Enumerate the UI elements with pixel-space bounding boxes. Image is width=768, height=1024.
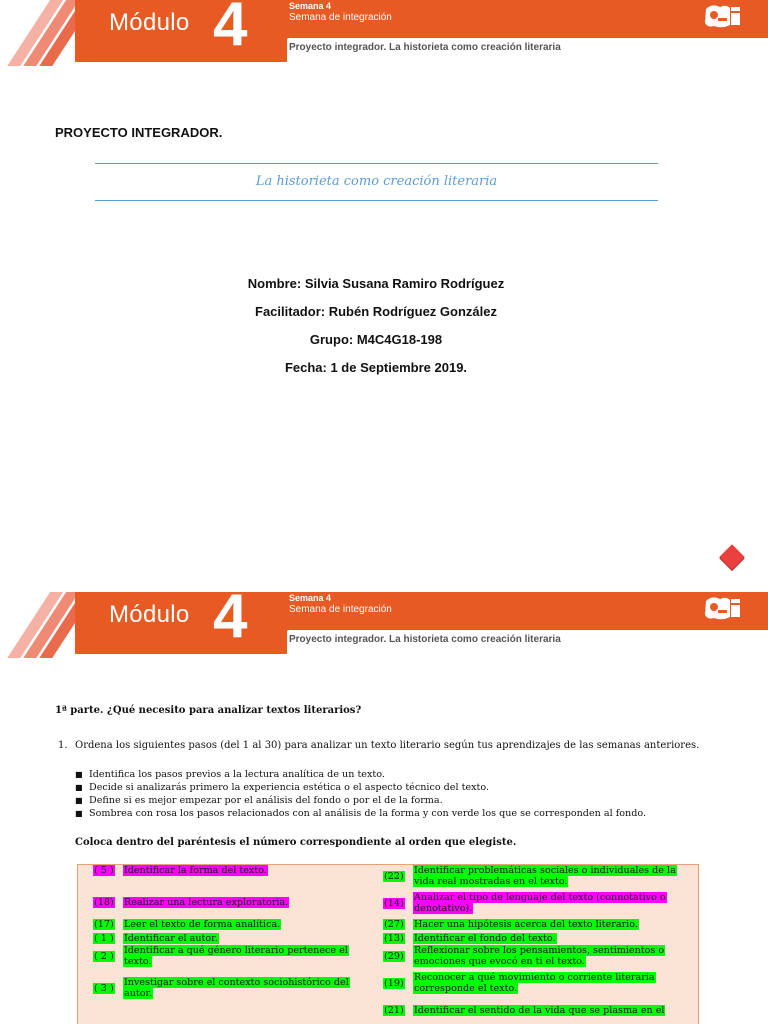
student-name: Nombre: Silvia Susana Ramiro Rodríguez: [247, 276, 505, 291]
step-text-line: denotativo).: [414, 903, 473, 914]
square-bullet-icon: ■: [75, 783, 83, 792]
document-page-2: [0, 592, 768, 1024]
step-text-line: Identificar el sentido de la vida que se plasma en el: [414, 1005, 665, 1016]
step-text-line: Identificar el autor.: [124, 933, 218, 944]
step-text-line: Analizar el tipo de lenguaje del texto (connotativo o: [414, 892, 666, 903]
step-order-number[interactable]: [93, 951, 123, 962]
instruction-bullets: [75, 768, 646, 820]
step-text-line: Leer el texto de forma analítica.: [124, 919, 281, 930]
step-row: [93, 865, 358, 876]
step-text: [123, 945, 349, 967]
step-text: [123, 919, 281, 930]
step-text: [413, 892, 667, 914]
prepa-en-linea-logo-icon: [700, 595, 742, 623]
step-row: [383, 919, 693, 930]
step-order-value: (13): [384, 933, 404, 944]
week-subtitle: Semana de integración: [289, 12, 392, 23]
step-text: [413, 945, 665, 967]
week-label: Semana 4: [289, 593, 332, 603]
step-order-number[interactable]: [383, 919, 413, 930]
question-1: [58, 740, 699, 751]
step-order-number[interactable]: [93, 933, 123, 944]
step-text: [413, 933, 557, 944]
step-text-line: autor.: [124, 988, 153, 999]
step-order-value: (14): [384, 897, 404, 909]
step-text: [123, 897, 289, 908]
bullet-item: [75, 794, 646, 807]
step-text-line: Realizar una lectura exploratoria.: [124, 897, 289, 908]
header-bar-lower: [75, 630, 287, 654]
page-header: [0, 0, 768, 66]
step-row: [93, 933, 358, 944]
week-label: Semana 4: [289, 1, 332, 11]
step-row: [383, 945, 693, 967]
project-title: Proyecto integrador. La historieta como creación literaria: [289, 634, 561, 645]
diamond-decoration-icon: [719, 544, 744, 569]
bullet-item: [75, 768, 646, 781]
step-row: [93, 945, 358, 967]
divider-top: [95, 163, 658, 164]
step-order-number[interactable]: [93, 865, 123, 876]
step-order-value: (29): [384, 950, 404, 962]
step-text-line: Reconocer a qué movimiento o corriente literaria: [414, 972, 655, 983]
module-label: Módulo: [109, 601, 190, 628]
step-text-line: Identificar a qué género literario pertenece el: [124, 945, 348, 956]
step-row: [93, 977, 358, 999]
step-order-value: (22): [384, 870, 404, 882]
step-order-value: ( 2 ): [94, 950, 114, 962]
bullet-text: Define si es mejor empezar por el análisis del fondo o por el de la forma.: [89, 795, 443, 806]
step-text: [413, 1005, 665, 1016]
step-row: [383, 972, 693, 994]
step-order-value: (18): [94, 897, 114, 908]
project-title: Proyecto integrador. La historieta como creación literaria: [289, 42, 561, 53]
prepa-en-linea-logo-icon: [700, 3, 742, 31]
step-text: [413, 972, 656, 994]
group-id: Grupo: M4C4G18-198: [309, 332, 443, 347]
header-notch: [270, 38, 288, 62]
step-text-line: Identificar problemáticas sociales o individuales de la: [414, 865, 676, 876]
module-number: 4: [213, 0, 248, 59]
bullet-text: Identifica los pasos previos a la lectura analítica de un texto.: [89, 769, 385, 780]
step-order-value: (27): [384, 919, 404, 930]
step-text-line: corresponde el texto.: [414, 983, 518, 994]
part-title: 1ª parte. ¿Qué necesito para analizar textos literarios?: [55, 705, 362, 716]
step-order-number[interactable]: [383, 871, 413, 882]
step-text: [123, 977, 350, 999]
page-header: [0, 592, 768, 658]
step-order-value: (21): [384, 1005, 404, 1016]
step-text: [123, 865, 268, 876]
module-number: 4: [213, 592, 248, 651]
module-label: Módulo: [109, 9, 190, 36]
question-text: Ordena los siguientes pasos (del 1 al 30) para analizar un texto literario según tus aprendizajes de las semanas anteriores.: [75, 740, 700, 751]
square-bullet-icon: ■: [75, 809, 83, 818]
step-order-number[interactable]: [93, 919, 123, 930]
square-bullet-icon: ■: [75, 770, 83, 779]
header-notch: [270, 630, 288, 654]
question-number: 1.: [58, 740, 68, 751]
step-text-line: Identificar la forma del texto.: [124, 865, 267, 876]
step-text-line: Identificar el fondo del texto.: [414, 933, 556, 944]
step-order-number[interactable]: [383, 951, 413, 962]
step-order-value: ( 3 ): [94, 982, 114, 994]
step-row: [383, 1005, 693, 1016]
step-order-value: (17): [94, 919, 114, 930]
step-order-number[interactable]: [383, 978, 413, 989]
divider-bottom: [95, 200, 658, 201]
bullet-item: [75, 781, 646, 794]
step-order-number[interactable]: [383, 898, 413, 909]
step-text: [413, 919, 639, 930]
step-order-value: ( 1 ): [94, 933, 114, 944]
bullet-item: [75, 807, 646, 820]
step-order-value: (19): [384, 977, 404, 989]
step-row: [383, 865, 693, 887]
header-bar-lower: [75, 38, 287, 62]
step-text-line: texto.: [124, 956, 152, 967]
step-row: [383, 892, 693, 914]
step-order-number[interactable]: [383, 933, 413, 944]
step-text-line: emociones que evocó en ti el texto.: [414, 956, 585, 967]
bullet-text: Decide si analizarás primero la experiencia estética o el aspecto técnico del texto.: [89, 782, 490, 793]
steps-table: [77, 864, 699, 1024]
step-text: [123, 933, 219, 944]
bullet-text: Sombrea con rosa los pasos relacionados con al análisis de la forma y con verde los que se corresponden al fondo.: [89, 808, 646, 819]
step-row: [93, 919, 358, 930]
step-text-line: vida real mostradas en el texto.: [414, 876, 568, 887]
facilitator-name: Facilitador: Rubén Rodríguez González: [255, 304, 497, 319]
step-text: [413, 865, 677, 887]
week-subtitle: Semana de integración: [289, 604, 392, 615]
step-order-number[interactable]: [93, 983, 123, 994]
step-text-line: Investigar sobre el contexto sociohistórico del: [124, 977, 349, 988]
ordering-instruction: Coloca dentro del paréntesis el número correspondiente al orden que elegiste.: [75, 837, 517, 848]
step-order-number[interactable]: [93, 897, 123, 908]
step-row: [383, 933, 693, 944]
step-text-line: Reflexionar sobre los pensamientos, sentimientos o: [414, 945, 665, 956]
step-text-line: Hacer una hipótesis acerca del texto literario.: [414, 919, 638, 930]
step-order-number[interactable]: [383, 1005, 413, 1016]
square-bullet-icon: ■: [75, 796, 83, 805]
document-subtitle: La historieta como creación literaria: [255, 174, 498, 189]
submission-date: Fecha: 1 de Septiembre 2019.: [284, 360, 468, 375]
step-row: [93, 897, 358, 908]
step-order-value: ( 5 ): [94, 865, 114, 876]
document-heading: PROYECTO INTEGRADOR.: [55, 125, 223, 140]
